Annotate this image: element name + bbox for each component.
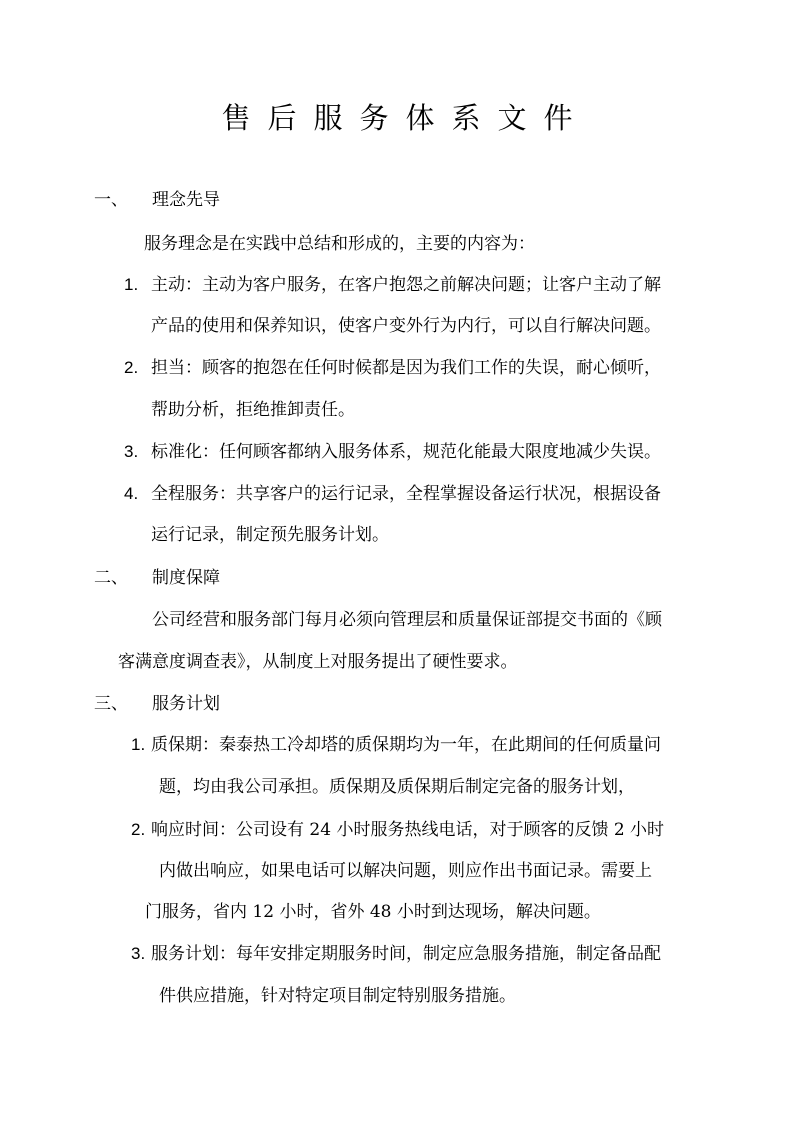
list-item-line: 响应时间：公司设有 24 小时服务热线电话，对于顾客的反馈 2 小时 <box>151 820 665 840</box>
list-item-line: 主动：主动为客户服务，在客户抱怨之前解决问题；让客户主动了解 <box>151 275 661 295</box>
section-heading: 理念先导 <box>152 190 220 210</box>
list-item-number: 2. <box>124 358 139 377</box>
list-item-line: 质保期：秦泰热工冷却塔的质保期均为一年，在此期间的任何质量问 <box>151 735 661 755</box>
document-title: 售后服务体系文件 <box>221 101 590 135</box>
list-item-number: 1. <box>124 275 139 294</box>
list-item-line: 帮助分析，拒绝推卸责任。 <box>151 400 355 420</box>
list-item-line: 题，均由我公司承担。质保期及质保期后制定完备的服务计划， <box>159 777 635 797</box>
list-item-line: 运行记录，制定预先服务计划。 <box>151 525 389 545</box>
list-item-line: 门服务，省内 12 小时，省外 48 小时到达现场，解决问题。 <box>145 902 601 922</box>
paragraph-line: 公司经营和服务部门每月必须向管理层和质量保证部提交书面的《顾 <box>152 610 662 630</box>
list-item-line: 标准化：任何顾客都纳入服务体系，规范化能最大限度地减少失误。 <box>151 442 661 462</box>
section-number: 一、 <box>94 190 128 210</box>
list-item-number: 3. <box>124 442 139 461</box>
list-item-number: 1. <box>131 735 146 754</box>
section-heading: 制度保障 <box>152 568 220 588</box>
section-heading: 服务计划 <box>152 694 220 714</box>
list-item-number: 2. <box>131 820 146 839</box>
list-item-line: 服务计划：每年安排定期服务时间，制定应急服务措施，制定备品配 <box>151 944 661 964</box>
paragraph-line: 客满意度调查表》，从制度上对服务提出了硬性要求。 <box>118 652 518 672</box>
section-number: 三、 <box>94 694 128 714</box>
section-intro: 服务理念是在实践中总结和形成的，主要的内容为： <box>144 234 535 254</box>
list-item-number: 3. <box>131 944 146 963</box>
list-item-number: 4. <box>124 484 139 503</box>
list-item-line: 全程服务：共享客户的运行记录，全程掌握设备运行状况，根据设备 <box>151 484 661 504</box>
list-item-line: 件供应措施，针对特定项目制定特别服务措施。 <box>159 986 516 1006</box>
list-item-line: 产品的使用和保养知识，使客户变外行为内行，可以自行解决问题。 <box>151 316 661 336</box>
list-item-line: 担当：顾客的抱怨在任何时候都是因为我们工作的失误，耐心倾听， <box>151 358 661 378</box>
section-number: 二、 <box>94 568 128 588</box>
list-item-line: 内做出响应，如果电话可以解决问题，则应作出书面记录。需要上 <box>159 861 652 881</box>
